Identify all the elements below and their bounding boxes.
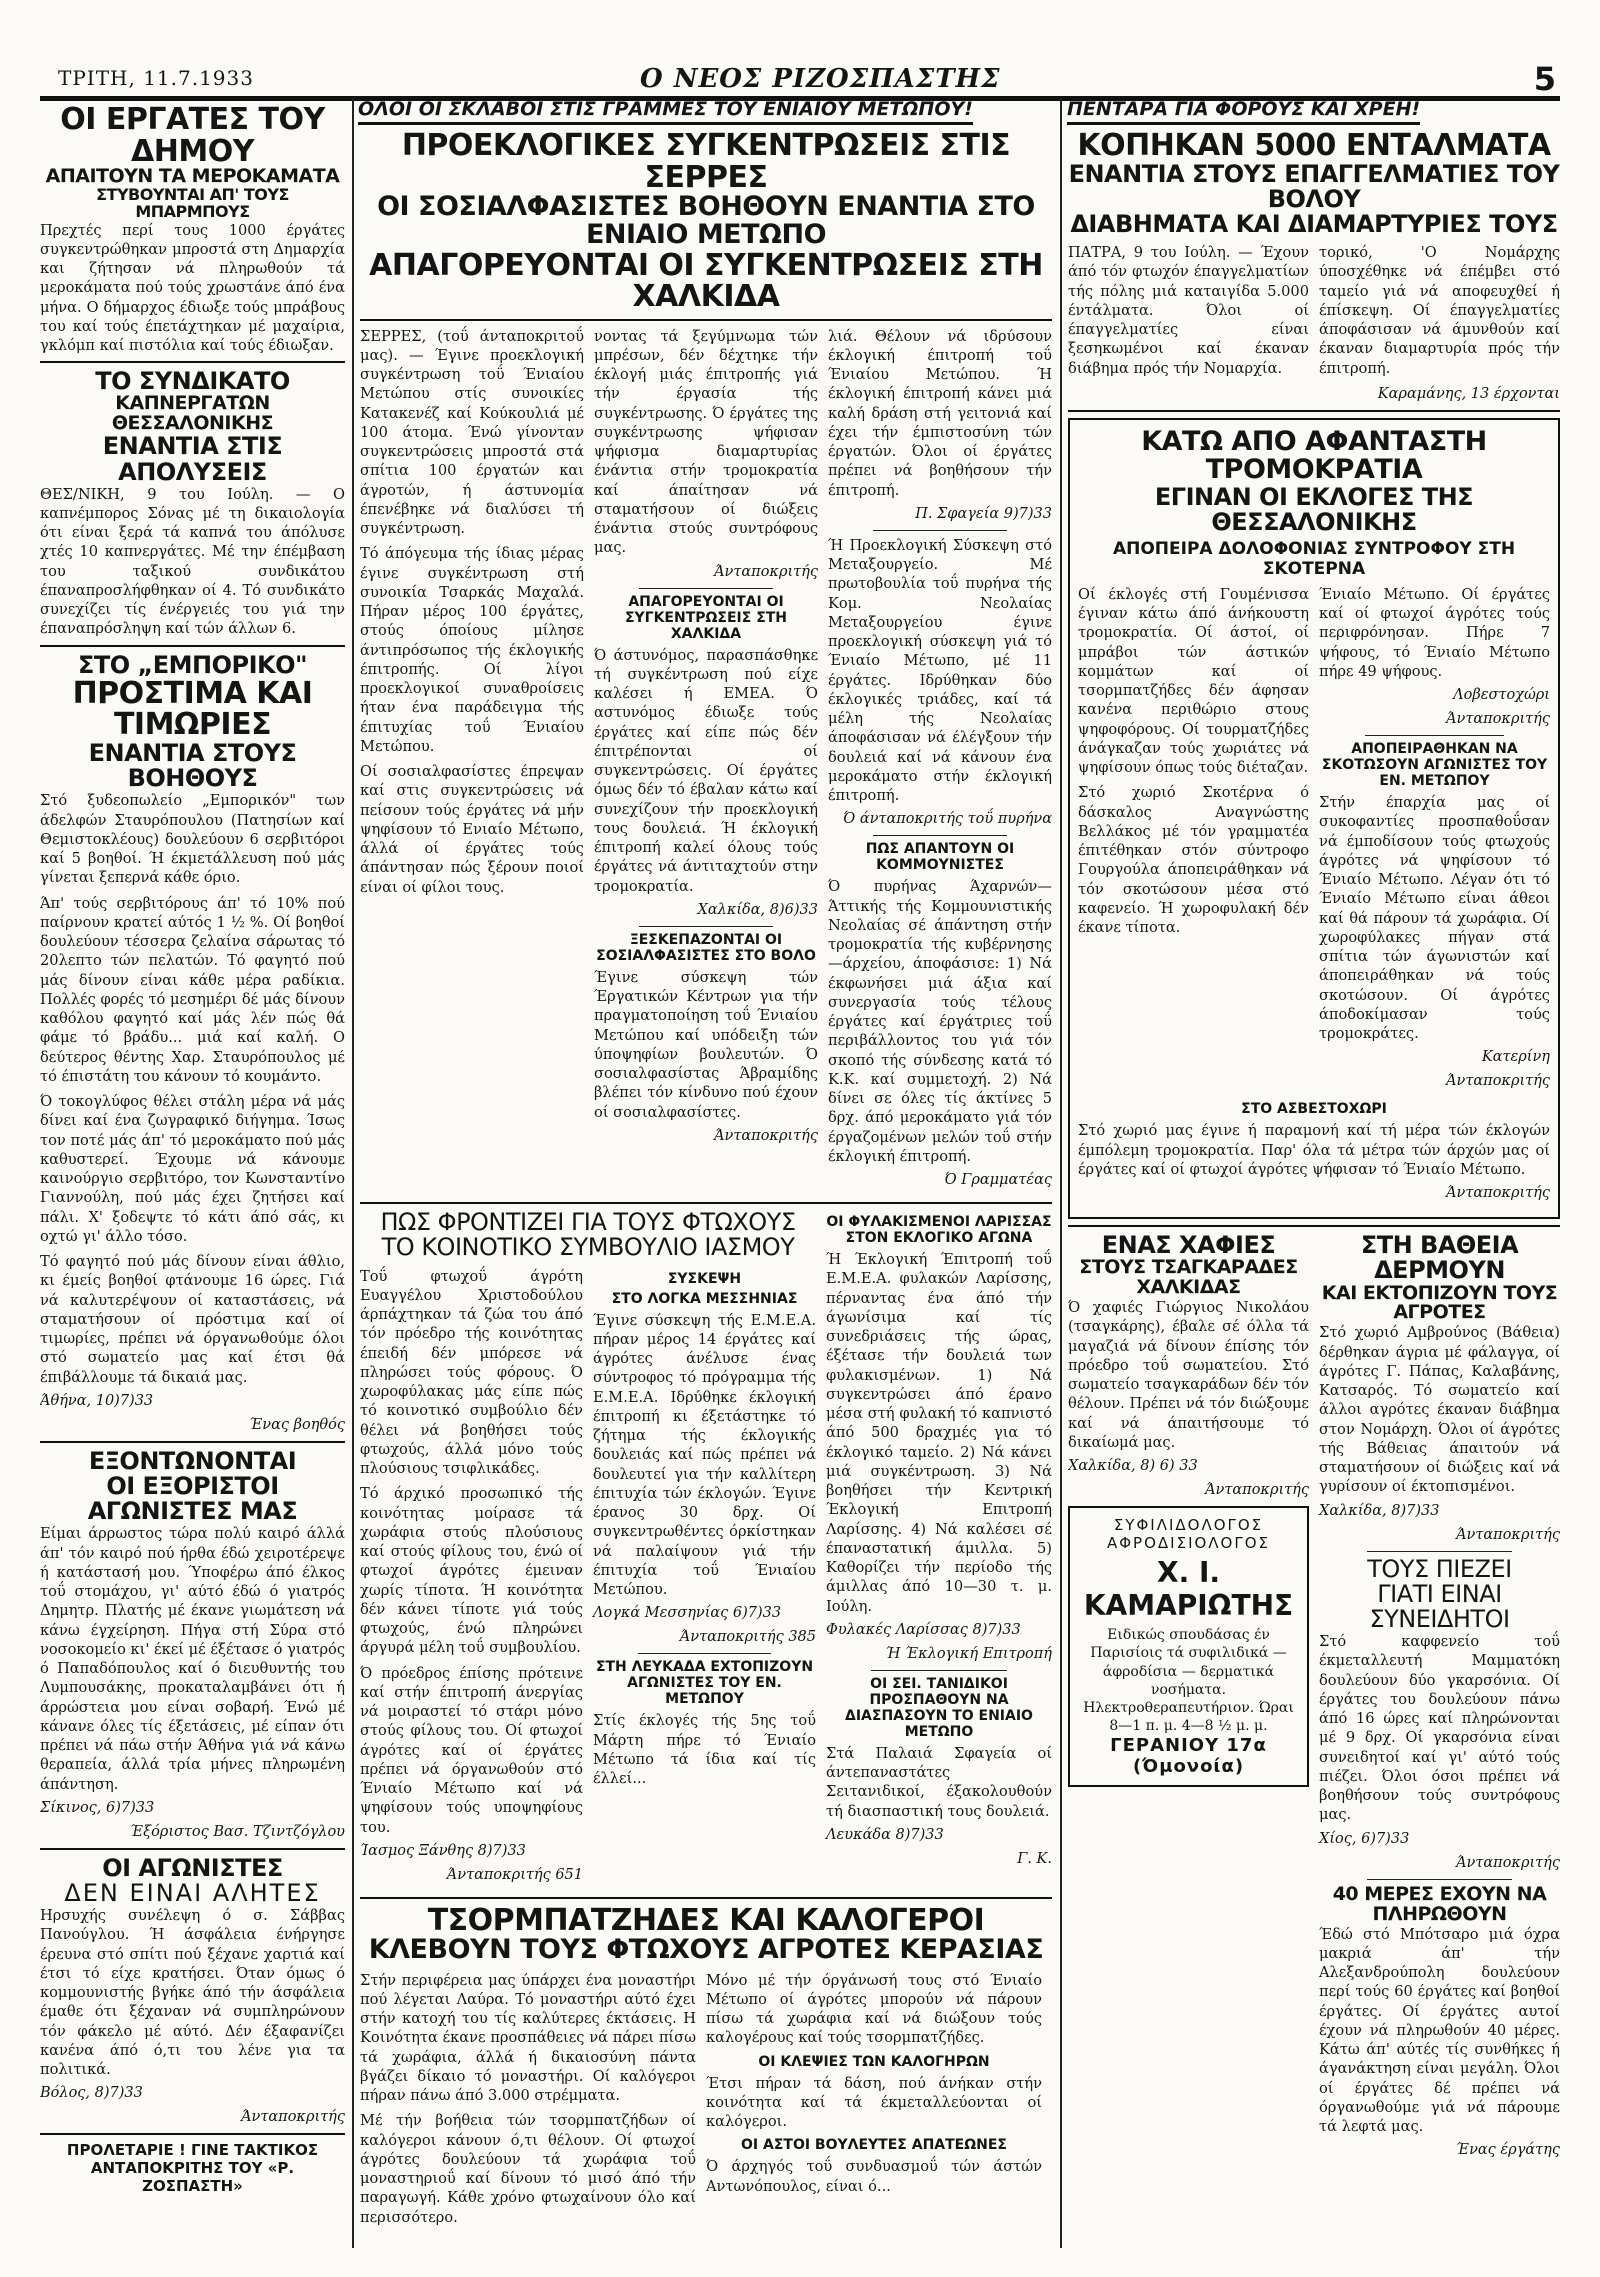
article-paragraph: Ό τοκογλύφος θέλει στάλη μέρα νά μάς δίνει καί ένα ζωγραφικό διήγημα. Ίσως τον ποτέ μάς άπ' τό μεροκάματο πού μάς καθυστερεί. Έχουμε νά κάνουμε καινούργιο σερβιτόρο, τον Κωνσταντίνο Γιαννούλη, πού μάς έχει ζητήσει καί πάλι. Χ' ξοδεψτε τό κάτι άπό σάς, κι οχτώ γι' άλλο τόσο. xyxy=(40,1093,345,1245)
subcolumn xyxy=(360,327,584,1197)
signature: Άνταποκριτής xyxy=(1205,1482,1309,1499)
subcolumn xyxy=(706,1971,1042,2233)
dateline: Λογκά Μεσσηνίας 6)7)33 xyxy=(593,1605,782,1622)
upper-article-columns xyxy=(360,327,1052,1197)
headline: ΠΩΣ ΦΡΟΝΤΙΖΕΙ ΓΙΑ ΤΟΥΣ ΦΤΩΧΟΥΣ xyxy=(380,1208,796,1237)
article-paragraph: Ή Έκλογική Έπιτροπή τοΰ Ε.Μ.Ε.Α. φυλακών Λαρίσσης, πέρναντας ένα άπό τήν άγωνίσιμα καί τίς συνεδριάσεις τής ώρας, έξέτασε τήν δουλειά των φυλακισμένων. 1) Νά συγκεντρώσει άπό έρανο μέσα στή φυλακή τό καπνιστό άπό 500 δραχμές για τό έκλογικό ταμείο. 2) Νά κάνει μιά συγκέντρωση. 3) Νά βοηθήσει τήν Κεντρική Έκλογική Επιτροπή Λαρίσσης. 4) Νά καλέσει σέ έπαναστατική άμιλλα. 5) Καθορίζει τήν περίοδο τής άμιλλας άπό 10—30 τ. μ. Ιούλη. xyxy=(826,1251,1052,1615)
divider xyxy=(638,1653,772,1654)
article-paragraph: Οί έκλογές στή Γουμένισσα έγιναν κάτω άπό άνήκουστη τρομοκρατία. Οί άστοί, οί μπράβοι τών άστικών κομμάτων καί οί τσορμπατζήδες δέν άφησαν κανένα περιθώριο στους ψηφοφόρους. Οί τουρματζήδες άνάγκαζαν τούς χωριάτες νά ψηφίσουν όπως τούς διέταζαν. xyxy=(1078,585,1309,777)
headline: ΤΟ ΣΥΝΔΙΚΑΤΟ xyxy=(95,367,290,396)
signature: Άνταποκριτής xyxy=(1456,1526,1560,1543)
dateline: Κατερίνη xyxy=(1481,1049,1550,1066)
lead-headlines xyxy=(360,130,1052,313)
article-paragraph: Έδώ στό Μπότσαρο μιά όχρα μακριά άπ' τήν Αλεξανδρούπολη δουλεύουν περί τούς 60 έργάτες καί βοηθοί έργάτες. Οί έργάτες αυτοί έχουν νά πληρωθούν 40 μέρες. Κάτω άπ' αύτές τίς συνθήκες ή άγανάκτηση είναι μεγάλη. Όλοι οί έργάτες δέ πρέπει νά όργανωθούμε γιά νά πάρουμε τά λεφτά μας. xyxy=(1319,1925,1560,2136)
kerasia-columns xyxy=(360,1971,1052,2233)
headline: ΣΥΣΚΕΨΗ xyxy=(667,1270,742,1287)
signature: Ένας έργάτης xyxy=(1456,2142,1560,2159)
headline: ΟΙ ΕΞΟΡΙΣΤΟΙ ΑΓΩΝΙΣΤΕΣ ΜΑΣ xyxy=(87,1471,298,1526)
ad-address: ΓΕΡΑΝΙΟΥ 17α (Όμονοία) xyxy=(1110,1735,1267,1778)
article-body: ΘΕΣ/ΝΙΚΗ, 9 του Ιούλη. — Ο καπνέμπορος Σόνας μέ τη δικαιολογία ότι είναι ξερά τά καπνά του άπόλυσε χτές 10 καπνεργάτες. Μέ την έπέμβαση του ταξικού συνδικάτου έπαναπροσλήφθηκαν οί 4. Τό συνδικάτο συνεχίζει τίς ένέργειές του γιά την έπαναπρόσληψη καί τών άλλων 6. xyxy=(40,485,345,638)
signature: Καραμάνης, 13 έρχονται xyxy=(1377,385,1560,402)
dateline: Χαλκίδα, 8) 6) 33 xyxy=(1068,1458,1198,1475)
headline: ΠΡΟΣΤΙΜΑ ΚΑΙ ΤΙΜΩΡΙΕΣ xyxy=(72,675,313,743)
subheadline: ΑΠΑΙΤΟΥΝ ΤΑ ΜΕΡΟΚΑΜΑΤΑ xyxy=(45,165,340,187)
article-body: Ηρσυχής συνέλεψη ό σ. Σάββας Πανούγλου. Ή άσφάλεια ένήργησε έρευνα στό σπίτι πού ξέχανε χαρτιά καί έτσι τό είχε κρατήσει. Όταν όμως ό κομμουνιστής βγήκε άπό τήν άσφάλεια έμαθε ότι ξέχαναν νά συμπληρώνουν τόν φάκελο μέ αύτό. Δέν έξαφανίζει κανένα άπό ό,τι του λένε για τα πολιτικά. xyxy=(40,1907,345,2079)
divider xyxy=(873,530,1007,531)
signature: Λοβεστοχώρι xyxy=(1453,687,1550,704)
subcolumn xyxy=(594,327,818,1197)
dateline: Σίκινος, 6)7)33 xyxy=(40,1799,155,1816)
article-paragraph: Ό άρχηγός τοΰ συνδυασμοΰ τών άστών Αντωνόπουλος, είναι ό... xyxy=(706,2158,1042,2195)
article-paragraph: Στό ξυδεοπωλείο „Εμπορικόν" των άδελφών Σταυρόπουλου (Πατησίων καί Θεμιστοκλέους) δουλεύουν 6 σερβιτόροι καί 5 βοηθοί. Ή έκμετάλλευση πού μάς γίνεται ξεπερνά κάθε όριο. xyxy=(40,792,345,887)
headline: ΟΙ ΦΥΛΑΚΙΣΜΕΝΟΙ ΛΑΡΙΣΣΑΣ ΣΤΟΝ ΕΚΛΟΓΙΚΟ ΑΓΩΝΑ xyxy=(826,1214,1052,1247)
divider xyxy=(40,2133,345,2135)
signature: Άνταποκριτής xyxy=(1446,1073,1550,1090)
headline: ΠΩΣ ΑΠΑΝΤΟΥΝ ΟΙ ΚΟΜΜΟΥΝΙΣΤΕΣ xyxy=(865,841,1015,874)
article-thessaloniki-elections xyxy=(1068,418,1560,1219)
headline: ΣΤΟΥΣ ΤΣΑΓΚΑΡΑΔΕΣ ΧΑΛΚΙΔΑΣ xyxy=(1079,1256,1298,1299)
subcolumn xyxy=(828,327,1052,1197)
subheadline: ΑΠΟΠΕΙΡΑ ΔΟΛΟΦΟΝΙΑΣ ΣΥΝΤΡΟΦΟΥ ΣΤΗ ΣΚΟΤΕΡΝΑ xyxy=(1112,538,1516,579)
divider xyxy=(873,835,1007,836)
article-paragraph: Στό χωριό Σκοτέρνα ό δάσκαλος Αναγνώστης Βελλάκος μέ τόν γραμματέα έπιτέθηκαν στόν σύντροφο Γουργούλα άποπειράθηκαν νά τόν σκοτώσουν μέσα στό καφενείο. Ή χωροφυλακή δέν έκανε τίποτα. xyxy=(1078,784,1309,937)
section-banner-middle: ΟΛΟΙ ΟΙ ΣΚΛΑΒΟΙ ΣΤΙΣ ΓΡΑΜΜΕΣ ΤΟΥ ΕΝΙΑΙΟΥ ΜΕΤΩΠΟΥ! xyxy=(358,98,973,125)
article-paragraph: Ό πρόεδρος έπίσης πρότεινε καί στήν έπιτροπή άνεργίας νά μοιραστεί τό στάρι μόνο στούς φίλους του. Οί φτωχοί άγρότες καί οί έργάτες πρέπει νά όργανωθούν στό Ένιαίο Μέτωπο καί νά ψηφίσουν τούς υποψηφίους του. xyxy=(360,1664,583,1836)
article-body: Είμαι άρρωστος τώρα πολύ καιρό άλλά άπ' τόν καιρό πού ήρθα έδώ χειροτέρεψε ή κατάστασή μου. Ύποφέρω άπό έλκος τοΰ στομάχου, γι' αύτό έδώ ό γιατρός Δημητρ. Πλατής μέ έκανε γιωμάτεση νά κάνω έγχείρηση. Πήγα στή Σύρα στό νοσοκομείο κι' έκεί μέ έξέτασε ό γιατρός ό Παπαδόπουλος καί ό διευθυντής του Λυμπουσάκης, προκαταλαμβάνει ότι ή άρρώστεια μου είναι σοβαρή. Ένώ μέ κάνανε όλες τίς έξετάσεις, μέ είπαν ότι πρέπει νά πάω στήν Άθήνα γιά νά κάνω θεραπεία, άλλά τρία μήνες πληρωμένη άπάντηση. xyxy=(40,1525,345,1793)
signature: Ό άνταποκριτής τοΰ πυρήνα xyxy=(843,811,1052,828)
dateline: Βόλος, 8)7)33 xyxy=(40,2085,143,2102)
headline: ΣΤΗ ΛΕΥΚΑΔΑ ΕΧΤΟΠΙΖΟΥΝ ΑΓΩΝΙΣΤΕΣ ΤΟΥ ΕΝ. ΜΕΤΩΠΟΥ xyxy=(595,1659,814,1708)
dateline: Ίασμος Ξάνθης 8)7)33 xyxy=(360,1842,526,1859)
article-paragraph: Στήν περιφέρεια μας ύπάρχει ένα μοναστήρι πού λέγεται Λαύρα. Τό μοναστήρι αύτό έχει στήν κατοχή του τίς καλύτερες έκτάσεις. Η Κοινότητα έκανε προσπάθειες νά πάρει πίσω τά χωράφια, άλλά ή δικαιοσύνη πάντα βγάζει δίκαιο τό μοναστήρι. Οί καλόγεροι πήραν πάνω άπό 3.000 στρέμματα. xyxy=(360,1971,696,2105)
headline: ΟΙ ΣΕΙ. ΤΑΝΙΔΙΚΟΙ ΠΡΟΣΠΑΘΟΥΝ ΝΑ ΔΙΑΣΠΑΣΟΥΝ ΤΟ ΕΝΙΑΙΟ ΜΕΤΩΠΟ xyxy=(845,1675,1033,1740)
divider xyxy=(871,1670,1007,1671)
divider xyxy=(360,1202,1052,1204)
headline: ΣΤΗ ΒΑΘΕΙΑ ΔΕΡΜΟΥΝ xyxy=(1360,1231,1519,1285)
headline: ΓΙΑΤΙ ΕΙΝΑΙ ΣΥΝΕΙΔΗΤΟΙ xyxy=(1369,1579,1510,1633)
ad-body: Ειδικώς σπουδάσας έν Παρισίοις τά συφιλιδικά — άφροδίσια — δερματικά νοσήματα. Ηλεκτροθεραπευτήριον. Ώραι 8—1 π. μ. 4—8 ½ μ. μ. xyxy=(1083,1627,1294,1735)
signature: Γ. Κ. xyxy=(1017,1850,1052,1867)
signature: Άνταποκριτής xyxy=(714,1127,818,1144)
issue-date: ΤΡΙΤΗ, 11.7.1933 xyxy=(58,66,254,90)
lower-article-columns xyxy=(360,1210,1052,1891)
signature: Άνταποκριτής xyxy=(241,2109,345,2126)
column-divider xyxy=(352,98,354,2248)
article-paragraph: Μέ τήν βοήθεια τών τσορμπατζήδων οί καλόγεροι κάνουν ό,τι θέλουν. Οί φτωχοί άγρότες δουλεύουν τά χωράφια τοΰ μοναστηριοΰ καί δίνουν τό μισό άπό τήν παραγωγή. Κάθε χρόνο φτωχαίνουν όλο καί περισσότερο. xyxy=(360,2112,696,2226)
article-paragraph: ΣΕΡΡΕΣ, (τοΰ άνταποκριτοΰ μας). — Έγινε προεκλογική συγκέντρωση τοΰ Ένιαίου Μετώπου στίς συνοικίες Κατακενέζ καί Κούκουλιά μέ 100 άτομα. Ένώ γίνονταν συγκεντρώσεις μπροστά στά σπίτια 100 έργατών και άγροτών, ή άστυνομία έπενέβηκε νά διαλύσει τή συγκέντρωση. xyxy=(360,327,584,538)
dateline: Φυλακές Λαρίσσας 8)7)33 xyxy=(826,1621,1021,1638)
subcolumn xyxy=(360,1971,696,2233)
headline: ΤΟ ΚΟΙΝΟΤΙΚΟ ΣΥΜΒΟΥΛΙΟ ΙΑΣΜΟΥ xyxy=(381,1233,795,1262)
iasmos-block xyxy=(360,1210,816,1891)
signature: Άνταποκριτής xyxy=(714,563,818,580)
article-paragraph: Τό άρχικό προσωπικό τής κοινότητας μοίρασε τά χωράφια στούς πλούσιους καί στούς φίλους του, ένώ οί φτωχοί άγρότες έμειναν χωρίς τίποτα. Ή κοινότητα δέν κάνει τίποτε γιά τούς φτωχούς, ένώ πληρώνει άργυρά μέλη τοΰ συμβουλίου. xyxy=(360,1485,583,1657)
article-paragraph: Ό πυρήνας Άχαρνών—Άττικής τής Κομμουνιστικής Νεολαίας σέ άπάντηση στήν τρομοκρατία τής κυβέρνησης—άρχείου, άποφάσισε: 1) Νά έκφωνήσει μιά άξια καί συνεργασία τούς τέλους έργάτες καί έργάτριες τοΰ περιβάλλοντος του γιά τόν σκοπό τής σύνδεσης κατά τό Κ.Κ. καί συμμετοχή. 2) Νά δίνει σε όλες τίς άκτίνες 5 δρχ. άπό μεροκάματο γιά τόν έργαζομένων μελών τοΰ στήν έκλογική έπιτροπή. xyxy=(828,878,1052,1165)
article-volos-warrants xyxy=(1068,130,1560,402)
headline: ΤΣΟΡΜΠΑΤΖΗΔΕΣ ΚΑΙ ΚΑΛΟΓΕΡΟΙ xyxy=(427,1902,985,1938)
headline: ΑΠΑΓΟΡΕΥΟΝΤΑΙ ΟΙ ΣΥΓΚΕΝΤΡΩΣΕΙΣ ΣΤΗ ΧΑΛΚΙΔΑ xyxy=(369,247,1043,315)
headline: ΟΙ ΑΓΩΝΙΣΤΕΣ xyxy=(102,1853,283,1882)
signature: Άνταποκριτής xyxy=(1456,1854,1560,1871)
article-kerasia xyxy=(360,1902,1052,2233)
headline: ΚΟΠΗΚΑΝ 5000 ΕΝΤΑΛΜΑΤΑ xyxy=(1077,130,1551,163)
column-divider xyxy=(1060,98,1062,2248)
signature: Έξόριστος Βασ. Τζιντζόγλου xyxy=(130,1823,345,1840)
headline: ΔΙΑΒΗΜΑΤΑ ΚΑΙ ΔΙΑΜΑΡΤΥΡΙΕΣ ΤΟΥΣ xyxy=(1070,209,1558,238)
article-paragraph: Τοΰ φτωχοΰ άγρότη Ευαγγέλου Χριστοδούλου άρπάχτηκαν τά ζώα του άπό τόν πρόεδρο τής κοινότητας έπειδή δέν μπόρεσε νά πληρώσει τούς φόρους. Ό χωροφύλακας μάς είπε πώς τό κοινοτικό συμβούλιο δέν θέλει νά βοηθήσει τούς φτωχούς, άλλά μόνο τούς πλούσιους τσιφλικάδες. xyxy=(360,1267,583,1478)
headline: ΟΙ ΣΟΣΙΑΛΦΑΣΙΣΤΕΣ ΒΟΗΘΟΥΝ ΕΝΑΝΤΙΑ ΣΤΟ ΕΝΙΑΙΟ ΜΕΤΩΠΟ xyxy=(377,191,1035,251)
signature: Άνταποκριτής xyxy=(1446,711,1550,728)
article-tobacco-union xyxy=(40,369,345,638)
article-paragraph: Έγινε σύσκεψη τής Ε.Μ.Ε.Α. πήραν μέρος 14 έργάτες καί άγρότες άνέλυσε ένας σύντροφος τό πρόγραμμα τής Ε.Μ.Ε.Α. Ιδρύθηκε έκλογική έπιτροπή κι έξετάστηκε τό ζήτημα τής έκλογικής δουλειάς καί πώς πρέπει νά δουλευτεί για τήν καλλίτερη έπιτυχία τών έκλογών. Έγινε έρανος 30 δρχ. Οί συγκεντρωθέντες όρκίστηκαν νά παλαίψουν γιά τήν έπιτυχία τοΰ Ένιαίου Μετώπου. xyxy=(593,1311,816,1599)
article-paragraph: Οί σοσιαλφασίστες έπρεψαν καί στις συγκεντρώσεις νά πείσουν τούς έργάτες νά μήν ψηφίσουν τό Ενιαίο Μέτωπο, άλλά οί έργάτες τούς άπάντησαν πώς ξέρουν ποιοί είναι οί φίλοι τους. xyxy=(360,763,584,896)
subcolumn xyxy=(360,1267,583,1891)
subcolumn xyxy=(1078,585,1309,1098)
divider xyxy=(40,1441,345,1443)
headline: ΞΕΣΚΕΠΑΖΟΝΤΑΙ ΟΙ ΣΟΣΙΑΛΦΑΣΙΣΤΕΣ ΣΤΟ ΒΟΛΟ xyxy=(596,931,816,964)
divider xyxy=(360,1897,1052,1899)
subheadline: ΟΙ ΑΣΤΟΙ ΒΟΥΛΕΥΤΕΣ ΑΠΑΤΕΩΝΕΣ xyxy=(741,2137,1007,2154)
divider xyxy=(40,1848,345,1850)
headline: ΣΤΟ ΛΟΓΚΑ ΜΕΣΣΗΝΙΑΣ xyxy=(611,1290,798,1307)
divider xyxy=(1068,1225,1560,1227)
headline: 40 ΜΕΡΕΣ ΕΧΟΥΝ ΝΑ ΠΛΗΡΩΘΟΥΝ xyxy=(1332,1882,1547,1925)
headline: ΚΑΠΝΕΡΓΑΤΩΝ ΘΕΣΣΑΛΟΝΙΚΗΣ xyxy=(111,392,274,435)
masthead xyxy=(40,60,1560,101)
article-paragraph: Στό χωριό μας έγινε ή παραμονή καί τή μέρα τών έκλογών έμπόλεμη τρομοκρατία. Παρ' όλα τά μέτρα τών άρχών μας οί έργάτες καί οί φτωχοί άγρότες ψήφισαν τό Ένιαίο Μέτωπο. xyxy=(1078,1122,1550,1178)
subheadline: ΟΙ ΚΛΕΨΙΕΣ ΤΩΝ ΚΑΛΟΓΗΡΩΝ xyxy=(758,2053,990,2070)
article-paragraph: Ένιαίο Μέτωπο. Οί έργάτες καί οί φτωχοί άγρότες τούς περιφρόνησαν. Πήρε 7 ψήφους, τό Ένιαίο Μέτωπο πήρε 49 ψήφους. xyxy=(1319,585,1550,680)
article-paragraph: Ό χαφιές Γιώργιος Νικολάου (τσαγκάρης), έβαλε σέ όλλα τά μαγαζιά νά δίνουν έπίσης τόν πρόεδρο τοΰ σωματείου. Στό σωματείο τσαγκαράδων δέν τόν θέλουν. Πρέπει νά τόν διώξουμε καί νά άπαιτήσουμε τό δικαίωμά μας. xyxy=(1068,1299,1309,1451)
article-paragraph: Ό άστυνόμος, παρασπάσθηκε τή συγκέντρωση πού είχε καλέσει ή ΕΜΕΑ. Ό αστυνόμος έδιωξε τούς έργάτες καί είπε πώς δέν έπιτρέπονται οί συγκεντρώσεις. Οί έργάτες όμως δέν τό έβαλαν κάτω καί συνεχίζουν τήν προεκλογική τους δουλειά. Ή έκλογική έπιτροπή καλεί όλους τούς έργάτες νά άντιταχτούν στην τρομοκρατία. xyxy=(594,646,818,895)
volos-columns xyxy=(1068,243,1560,384)
dateline: Χίος, 6)7)33 xyxy=(1319,1830,1410,1847)
article-paragraph: Τό φαγητό πού μάς δίνουν είναι άθλιο, κι έμείς βοηθοί φτάνουμε 16 ώρες. Γιά νά καλυτερέψουν οί καταστάσεις, νά σταματήσουν οί πρόστιμα καί οί τιμωρίες, πρέπει νά όργανωθούμε όλοι στό σωματείο μας καί έτσι θά έπιβάλλουμε τά δικαιά μας. xyxy=(40,1253,345,1386)
headline: ΕΝΑΝΤΙΑ ΣΤΙΣ ΑΠΟΛΥΣΕΙΣ xyxy=(102,432,283,486)
promo-notice: ΠΡΟΛΕΤΑΡΙΕ ! ΓΙΝΕ ΤΑΚΤΙΚΟΣ ΑΝΤΑΠΟΚΡΙΤΗΣ ΤΟΥ «Ρ. ΖΟΣΠΑΣΤΗ» xyxy=(66,2141,319,2196)
article-paragraph: Άπ' τούς σερβιτόρους άπ' τό 10% πού παίρνουν κρατεί αύτός 1 ½ %. Οί βοηθοί δουλεύουν τέσσερα ζελαίνα σάρωτας τό 20λεπτο τών πελατών. Τό φαγητό πού μάς δίνουν είναι κάθε μέρα ραδίκια. Πολλές φορές τό μεσημέρι δέ μάς δίνουν καθόλου φαγητό καί μάς λέν πώς θά φάμε τό βράδυ... μιά καί καλή. Ο δεύτερος θέντης Χαρ. Σταυρόπουλος μέ τό έπιστάτη του κάνουν τό κουμάντο. xyxy=(40,894,345,1085)
headline: ΚΑΤΩ ΑΠΟ ΑΦΑΝΤΑΣΤΗ ΤΡΟΜΟΚΡΑΤΙΑ xyxy=(1141,425,1487,486)
article-paragraph: Μόνο μέ τήν όργάνωσή τους στό Ένιαίο Μέτωπο οί άγρότες μπορούν νά πάρουν πίσω τά χωράφια καί νά διώξουν τούς καλογέρους καί τούς τσορμπατζήδες. xyxy=(706,1971,1042,2047)
article-emporiko xyxy=(40,650,345,1433)
signature: Ό Γραμματέας xyxy=(944,1172,1052,1189)
headline: ΚΛΕΒΟΥΝ ΤΟΥΣ ΦΤΩΧΟΥΣ ΑΓΡΟΤΕΣ ΚΕΡΑΣΙΑΣ xyxy=(368,1934,1044,1966)
article-paragraph: τορικό, 'Ο Νομάρχης ύποσχέθηκε νά έπέμβει στό ταμείο γιά νά αποφευχθεί ή έπίσκεψη. Οί έπαγγελματίες άποφάσισαν νά άμυνθούν καί έκαναν διαμαρτυρία πρός τήν έπιτροπή. xyxy=(1319,244,1560,377)
subheadline: ΣΤΥΒΟΥΝΤΑΙ ΑΠ' ΤΟΥΣ ΜΠΑΡΜΠΟΥΣ xyxy=(96,184,289,221)
subcolumn xyxy=(1319,1233,1560,2166)
article-paragraph: Ή Προεκλογική Σύσκεψη στό Μεταξουργείο. Μέ πρωτοβουλία τοΰ πυρήνα τής Κομ. Νεολαίας Μεταξουργείου έγινε προεκλογική σύσκεψη γιά τό Ένιαίο Μέτωπο, μέ 11 έργάτες. Ιδρύθηκαν δύο έκλογικές τριάδες, καί τά μέλη τής Νεολαίας άποφάσισαν νά έλέγξουν τήν δουλειά καί νά κάνουν ένα μεροκάματο στήν έκλογική έπιτροπή. xyxy=(828,536,1052,805)
article-paragraph: Έγινε σύσκεψη τών Έργατικών Κέντρων για τήν πραγματοποίηση τοΰ Ένιαίου Μετώπου καί υπόδειξη τών ύποψηφίων βουλευτών. Ό σοσιαλφασίστας Άβραμίδης βλέπει τόν κίνδυνο πού έχουν οί σοσιαλφασίστες. xyxy=(594,968,818,1121)
dateline: Λευκάδα 8)7)33 xyxy=(826,1826,944,1843)
headline: ΠΡΟΕΚΛΟΓΙΚΕΣ ΣΥΓΚΕΝΤΡΩΣΕΙΣ ΣΤΙΣ ΣΕΡΡΕΣ xyxy=(401,130,1011,195)
ad-name: Χ. Ι. ΚΑΜΑΡΙΩΤΗΣ xyxy=(1083,1556,1294,1623)
headline: ΑΠΟΠΕΙΡΑΘΗΚΑΝ ΝΑ ΣΚΟΤΩΣΟΥΝ ΑΓΩΝΙΣΤΕΣ ΤΟΥ ΕΝ. ΜΕΤΩΠΟΥ xyxy=(1321,741,1548,790)
article-paragraph: Στό καφφενείο τοΰ έκμεταλλευτή Μαμματόκη δουλεύουν δύο γκαρσόνια. Οί έργάτες του δουλεύουν πάνω άπό 16 ώρες καί πληρώνονται μέ 9 δρχ. Οί γκαρσόνια είναι συνειδητοί καί γι' αύτό τούς πιέζει. Όλοι όσοι πρέπει νά βοηθήσουν τούς συντρόφους μας. xyxy=(1319,1633,1560,1824)
section-banner-right: ΠΕΝΤΑΡΑ ΓΙΑ ΦΟΡΟΥΣ ΚΑΙ ΧΡΕΗ! xyxy=(1067,98,1420,125)
dateline: Χαλκίδα, 8)7)33 xyxy=(1319,1502,1440,1519)
signature: Άνταποκριτής 385 xyxy=(679,1629,816,1646)
headline: ΕΞΟΝΤΩΝΟΝΤΑΙ xyxy=(88,1446,297,1475)
headline: ΕΓΙΝΑΝ ΟΙ ΕΚΛΟΓΕΣ ΤΗΣ ΘΕΣΣΑΛΟΝΙΚΗΣ xyxy=(1154,482,1474,536)
subcolumn xyxy=(1319,585,1550,1098)
headline: ΑΠΑΓΟΡΕΥΟΝΤΑΙ ΟΙ ΣΥΓΚΕΝΤΡΩΣΕΙΣ ΣΤΗ ΧΑΛΚΙΔΑ xyxy=(624,593,788,642)
headline: ΣΤΟ ΑΣΒΕΣΤΟΧΩΡΙ xyxy=(1241,1101,1387,1118)
headline: ΕΝΑΣ ΧΑΦΙΕΣ xyxy=(1101,1231,1276,1260)
article-paragraph: Στά Παλαιά Σφαγεία οί άντεπαναστάτες Σειτανιδικοί, έξακολουθούν τή διασπαστική τους δουλειά. xyxy=(826,1744,1052,1820)
left-column xyxy=(40,104,345,2244)
divider xyxy=(360,319,1052,321)
headline: ΔΕΝ ΕΙΝΑΙ ΑΛΗΤΕΣ xyxy=(64,1879,321,1908)
middle-column xyxy=(360,130,1052,2245)
divider xyxy=(1367,1879,1512,1880)
headline: ΟΙ ΕΡΓΑΤΕΣ ΤΟΥ ΔΗΜΟΥ xyxy=(60,104,325,169)
article-paragraph: Τό άπόγευμα τής ίδιας μέρας έγινε συγκέντρωση στή συνοικία Τσαρκάς Μαχαλά. Πήραν μέρος 100 έργάτες, στούς όποίους μίλησε άντιπρόσωπος τής έκλογικής έπιτροπής. Οί λίγοι προεκλογικοί συναθροίσεις ήταν ένα παράδειγμα τής έπιτυχίας τοΰ Ένιαίου Μετώπου. xyxy=(360,545,584,755)
dateline: Άθήνα, 10)7)33 xyxy=(40,1392,154,1409)
article-workers-municipality xyxy=(40,104,345,355)
article-paragraph: νοντας τά ξεγύμνωμα τών μπρέσων, δέν δέχτηκε τήν έκλογή μιάς έπιτροπής γιά τήν έργασία τής συγκέντρωσης. Ό έργάτες της συγκέντρωσης ψήφισαν ψήφισμα διαμαρτυρίας ένάντια στήν τρομοκρατία καί άπαίτησαν νά σταματήσουν οί διώξεις ένάντια στούς συντρόφους μας. xyxy=(594,327,818,557)
lower-right-columns xyxy=(1068,1233,1560,2166)
doctor-advertisement xyxy=(1068,1506,1309,1787)
divider xyxy=(40,645,345,647)
iasmos-columns xyxy=(360,1267,816,1891)
signature: Ή Έκλογική Επιτροπή xyxy=(885,1645,1052,1662)
newspaper-title: Ο ΝΕΟΣ ΡΙΖΟΣΠΑΣΤΗΣ xyxy=(640,64,1001,94)
ad-title: ΣΥΦΙΛΙΔΟΛΟΓΟΣ ΑΦΡΟΔΙΣΙΟΛΟΓΟΣ xyxy=(1106,1516,1271,1553)
page-number: 5 xyxy=(1533,60,1556,98)
headline: ΤΟΥΣ ΠΙΕΖΕΙ xyxy=(1367,1554,1512,1583)
divider xyxy=(639,926,773,927)
article-paragraph: Στό χωριό Αμβρούνος (Βάθεια) δέρθηκαν άγρια μέ φάλαγγα, οί άγρότες Γ. Πάπας, Καλαβάνης, Κατσαρός. Τό σωματείο καί άλλοι αγρότες έκαναν διάβημα στον Νομάρχη. Όλοι οί άγρότες τής Βάθειας άπαιτούν νά σταματήσουν οί διώξεις καί νά γυρίσουν οί έκτοπισμένοι. xyxy=(1319,1324,1560,1496)
subcolumn xyxy=(593,1267,816,1891)
article-paragraph: ΠΑΤΡΑ, 9 του Ιούλη. — Έχουν άπό τόν φτωχόν έπαγγελματίων τής πόλης μιά καταιγίδα 5.000 έντάλματα. Όλοι οί έπαγγελματίες είναι ξεσηκωμένοι καί έκαναν διάβημα πρός τήν Νομαρχία. xyxy=(1068,244,1309,377)
article-paragraph: λιά. Θέλουν νά ιδρύσουν έκλογική έπιτροπή τοΰ Ένιαίου Μετώπου. Ή έκλογική έπιτροπή κάνει μιά καλή δράση στή γειτονιά καί έχει τήν έμπιστοσύνη τών έργατών. Όλοι οί έργάτες πρέπει νά βοηθήσουν τήν έπιτροπή. xyxy=(828,327,1052,499)
right-column xyxy=(1068,130,1560,2245)
divider xyxy=(1365,735,1504,736)
article-paragraph: Στήν έπαρχία μας οί συκοφαντίες προσπαθοΰσαν νά έμποδίσουν τούς φτωχούς άγρότες νά ψηφίσουν τό Ένιαίο Μέτωπο. Λέγαν ότι τό Ένιαίο Μέτωπο είναι άθεοι καί θά πάρουν τά χωράφια. Οί χωροφύλακες πήγαν στά σπίτια τών άγωνιστών καί άποπειράθηκαν νά τούς σκοτώσουν. Οί άγρότες άποδοκίμασαν τούς τρομοκράτες. xyxy=(1319,794,1550,1043)
signature: Ένας βοηθός xyxy=(249,1416,345,1433)
divider xyxy=(40,361,345,363)
article-paragraph: Έτσι πήραν τά δάση, πού άνήκαν στήν κοινότητα καί τά έκμεταλλεύονται οί καλόγεροι. xyxy=(706,2074,1042,2131)
article-fighters xyxy=(40,1853,345,2196)
divider xyxy=(1367,1551,1512,1552)
dateline: Π. Σφαγεία 9)7)33 xyxy=(915,505,1052,522)
divider xyxy=(639,588,773,589)
subcolumn xyxy=(1068,1233,1309,2166)
thess-columns xyxy=(1078,585,1550,1098)
signature: Άνταποκριτής xyxy=(1446,1185,1550,1202)
dateline: Χαλκίδα, 8)6)33 xyxy=(697,901,818,918)
headline: ΚΑΙ ΕΚΤΟΠΙΖΟΥΝ ΤΟΥΣ ΑΓΡΟΤΕΣ xyxy=(1321,1281,1558,1324)
article-body: Πρεχτές περί τους 1000 έργάτες συγκεντρώθηκαν μπροστά στη Δημαρχία και ζήτησαν νά πληρωθούν τά μεροκάματα πού τούς χρωστάνε άπό ένα μήνα. Ο δήμαρχος έδιωξε τούς μπράβους του καί τούς έπετάχτηκαν μέ μαχαίρια, γκλόμπ καί πιστόλια καί τούς έδιωξαν. xyxy=(40,221,345,355)
signature: Άνταποκριτής 651 xyxy=(446,1866,583,1883)
headline: ΕΝΑΝΤΙΑ ΣΤΟΥΣ ΕΠΑΓΓΕΛΜΑΤΙΕΣ ΤΟΥ ΒΟΛΟΥ xyxy=(1068,159,1560,213)
article-exiles xyxy=(40,1446,345,1840)
headline: ΣΤΟ „ΕΜΠΟΡΙΚΟ" xyxy=(77,650,308,679)
subcolumn xyxy=(826,1210,1052,1891)
divider xyxy=(1068,410,1560,412)
headline: ΕΝΑΝΤΙΑ ΣΤΟΥΣ ΒΟΗΘΟΥΣ xyxy=(88,738,297,793)
article-paragraph: Στίς έκλογές τής 5ης τοΰ Μάρτη πήρε τό Ένιαίο Μέτωπο τά ίδια καί τίς έλλεί... xyxy=(593,1712,816,1788)
